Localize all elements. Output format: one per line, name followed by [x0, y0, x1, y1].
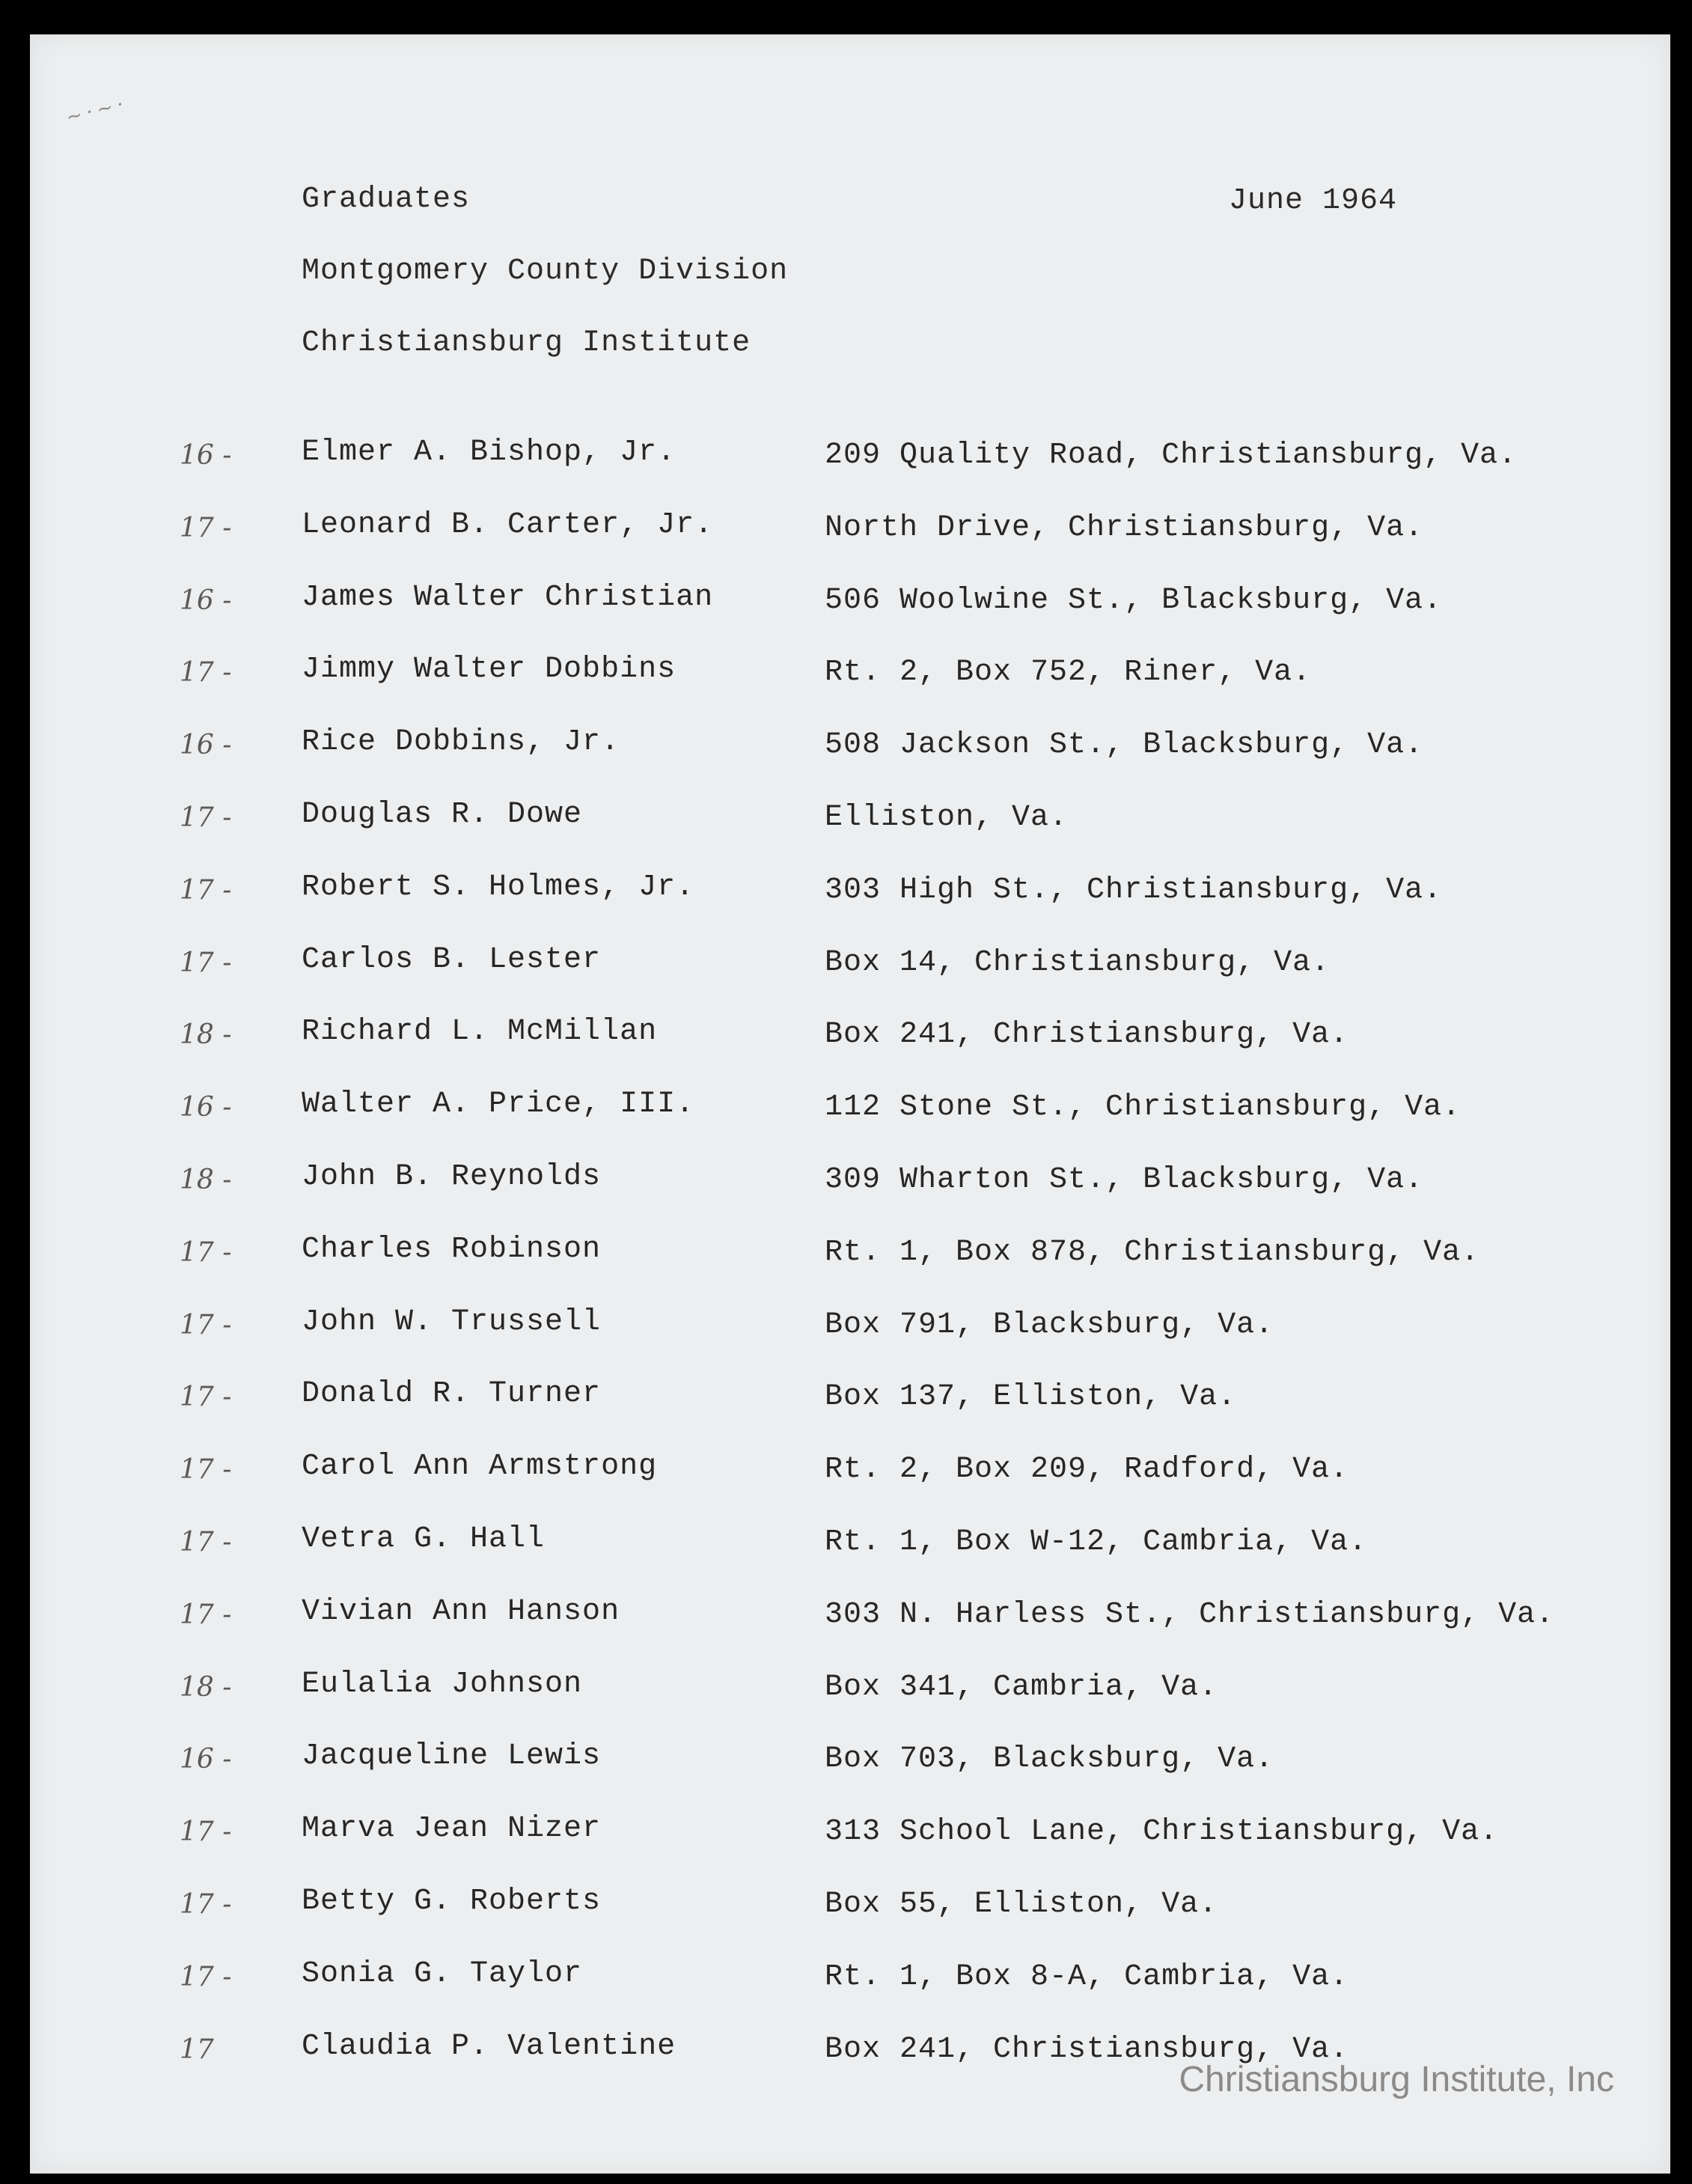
graduate-row [0, 1305, 1692, 1358]
graduate-row [0, 1088, 1692, 1140]
school-heading: Christiansburg Institute [302, 326, 751, 360]
graduate-address: Rt. 1, Box 8-A, Cambria, Va. [825, 1959, 1349, 1994]
graduate-name: Douglas R. Dowe [302, 798, 583, 832]
graduate-age-note: 17 - [180, 1961, 232, 1992]
graduate-row [0, 1377, 1692, 1430]
graduate-age-note: 16 - [180, 440, 232, 471]
graduate-age-note: 17 - [180, 1236, 232, 1268]
graduate-age-note: 17 - [180, 1599, 232, 1630]
graduate-age-note: 17 - [180, 947, 232, 978]
graduate-row [0, 1450, 1692, 1502]
graduate-row [0, 1957, 1692, 2010]
graduate-address: 309 Wharton St., Blacksburg, Va. [825, 1163, 1424, 1197]
graduate-age-note: 17 - [180, 1527, 232, 1558]
graduate-row [0, 436, 1692, 488]
graduate-row [0, 1233, 1692, 1285]
division-heading: Montgomery County Division [302, 254, 789, 288]
graduate-row [0, 1595, 1692, 1647]
graduate-age-note: 17 [180, 2034, 214, 2065]
graduate-name: Claudia P. Valentine [302, 2029, 677, 2063]
graduate-age-note: 18 - [180, 1671, 232, 1703]
graduate-name: Eulalia Johnson [302, 1667, 583, 1701]
graduate-address: Box 14, Christiansburg, Va. [825, 945, 1331, 980]
graduate-address: Box 137, Elliston, Va. [825, 1380, 1237, 1415]
graduate-address: 506 Woolwine St., Blacksburg, Va. [825, 583, 1443, 617]
graduate-age-note: 17 - [180, 1817, 232, 1848]
graduate-age-note: 16 - [180, 730, 232, 761]
graduate-name: Rice Dobbins, Jr. [302, 725, 620, 760]
graduate-name: Charles Robinson [302, 1232, 602, 1266]
graduate-age-note: 17 - [180, 802, 232, 833]
graduate-age-note: 18 - [180, 1019, 232, 1051]
graduate-name: Richard L. McMillan [302, 1015, 658, 1049]
graduate-age-note: 17 - [180, 1382, 232, 1413]
graduate-name: Marva Jean Nizer [302, 1812, 602, 1846]
graduate-row [0, 1015, 1692, 1067]
graduate-name: Carlos B. Lester [302, 942, 602, 977]
graduate-row [0, 1885, 1692, 1937]
graduate-age-note: 16 - [180, 1092, 232, 1123]
watermark: Christiansburg Institute, Inc [1179, 2060, 1614, 2099]
graduate-address: Box 241, Christiansburg, Va. [825, 2032, 1349, 2066]
graduate-row [0, 1160, 1692, 1213]
graduate-row [0, 1812, 1692, 1864]
graduate-age-note: 16 - [180, 585, 232, 616]
document-date: June 1964 [1229, 184, 1398, 218]
graduate-name: Carol Ann Armstrong [302, 1450, 658, 1484]
graduate-age-note: 18 - [180, 1165, 232, 1195]
graduate-address: 209 Quality Road, Christiansburg, Va. [825, 439, 1518, 472]
graduate-age-note: 17 - [180, 657, 232, 689]
graduate-age-note: 17 - [180, 1889, 232, 1920]
graduate-name: John B. Reynolds [302, 1160, 602, 1194]
graduate-name: Walter A. Price, III. [302, 1088, 695, 1122]
graduate-age-note: 17 - [180, 512, 232, 543]
graduate-row [0, 725, 1692, 778]
graduate-address: Rt. 1, Box 878, Christiansburg, Va. [825, 1235, 1480, 1269]
graduate-name: Donald R. Turner [302, 1377, 602, 1412]
document-title: Graduates [302, 183, 471, 216]
graduate-address: Rt. 2, Box 752, Riner, Va. [825, 656, 1312, 690]
graduate-row [0, 798, 1692, 850]
graduate-address: 313 School Lane, Christiansburg, Va. [825, 1815, 1499, 1849]
graduate-row [0, 1668, 1692, 1720]
graduate-address: 508 Jackson St., Blacksburg, Va. [825, 728, 1424, 763]
graduate-name: Robert S. Holmes, Jr. [302, 870, 695, 904]
graduate-row [0, 1522, 1692, 1575]
graduate-name: Elmer A. Bishop, Jr. [302, 436, 677, 469]
graduate-age-note: 17 - [180, 874, 232, 906]
graduate-address: Box 791, Blacksburg, Va. [825, 1308, 1274, 1342]
graduate-age-note: 16 - [180, 1744, 232, 1775]
graduate-address: 303 N. Harless St., Christiansburg, Va. [825, 1597, 1555, 1632]
graduate-name: James Walter Christian [302, 580, 714, 614]
pencil-margin-mark: ~·~· [64, 92, 131, 129]
graduate-name: Jacqueline Lewis [302, 1739, 602, 1774]
graduate-name: Leonard B. Carter, Jr. [302, 507, 714, 542]
graduate-address: Rt. 2, Box 209, Radford, Va. [825, 1453, 1349, 1487]
graduate-address: North Drive, Christiansburg, Va. [825, 510, 1424, 545]
graduate-name: Betty G. Roberts [302, 1885, 602, 1918]
graduate-address: Rt. 1, Box W-12, Cambria, Va. [825, 1525, 1368, 1559]
graduate-address: Box 703, Blacksburg, Va. [825, 1742, 1274, 1777]
graduate-address: 303 High St., Christiansburg, Va. [825, 873, 1443, 907]
graduate-address: Box 55, Elliston, Va. [825, 1888, 1218, 1921]
graduate-row [0, 1739, 1692, 1792]
graduate-row [0, 508, 1692, 561]
graduate-name: Vetra G. Hall [302, 1522, 546, 1556]
graduate-age-note: 17 - [180, 1309, 232, 1340]
graduate-address: Elliston, Va. [825, 801, 1069, 835]
graduate-address: Box 241, Christiansburg, Va. [825, 1018, 1349, 1052]
graduate-name: Jimmy Walter Dobbins [302, 653, 677, 687]
graduate-name: Vivian Ann Hanson [302, 1594, 620, 1629]
graduate-row [0, 870, 1692, 923]
graduate-age-note: 17 - [180, 1454, 232, 1486]
graduate-address: 112 Stone St., Christiansburg, Va. [825, 1091, 1462, 1125]
graduate-address: Box 341, Cambria, Va. [825, 1670, 1218, 1704]
graduate-row [0, 581, 1692, 633]
graduate-name: Sonia G. Taylor [302, 1956, 583, 1991]
graduate-name: John W. Trussell [302, 1305, 602, 1339]
graduate-row [0, 653, 1692, 705]
graduate-row [0, 943, 1692, 995]
